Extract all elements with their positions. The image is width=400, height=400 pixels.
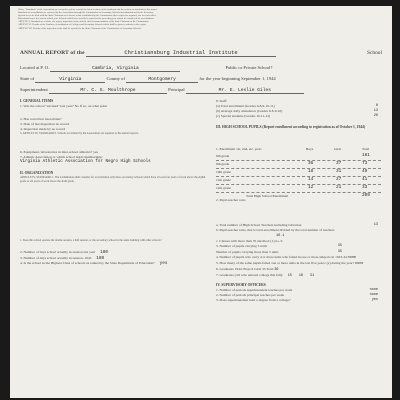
grade-label: 9th grade — [216, 162, 230, 166]
right-column — [216, 99, 382, 130]
year-text: for the year beginning September 1, 1944 — [199, 76, 276, 81]
column-header: Girls — [334, 147, 341, 151]
table-row — [216, 153, 381, 161]
table-row — [216, 177, 381, 185]
table-row — [216, 185, 381, 193]
grade-label: 8th grade — [216, 154, 230, 158]
instruction-line: ARTICLE VII. Results of the inspection visits shall be reported to the State Chairman of the Commission on Secondary Schools. — [18, 26, 142, 30]
general-item: 4. Inspection made by no record — [20, 127, 66, 132]
grade-label: 10th grade — [216, 170, 231, 174]
county-value: Montgomery — [126, 77, 198, 83]
instruction-line: Reports are to be filed with the State Chairman on or before a date established by the Commission; three copies are required, one for each office. — [18, 14, 157, 18]
days-session-current-value: 180 — [96, 255, 105, 261]
days-session-current-label: 3. Number of days school actually in session, 1945 — [20, 255, 92, 260]
ratio-label: 4. Number of pupils who carry 4 or more units who failed in one or more subjects in 1943-44 — [216, 254, 347, 259]
boys-value: 14 — [308, 177, 314, 182]
instruction-line: Data should cover the current school year. Schools which have not filed a report for the preceding year cannot be considered for accreditation. — [18, 17, 154, 21]
staff-value: 6 — [375, 104, 378, 109]
table-row — [216, 169, 381, 177]
ratio-value: 16.1 — [276, 234, 285, 239]
ratio-label: 6. Graduates 1944: Boys 6 Girls 33 Total — [216, 266, 274, 271]
section-supervisory-officers: IV. SUPERVISORY OFFICERS — [216, 283, 266, 288]
total-value: 73 — [362, 161, 368, 166]
enrollment-label: 1. Enrollment 1st, 2nd, etc. year: — [216, 147, 262, 151]
supervisory-label: 3. Does superintendent hold a degree from a college? — [216, 298, 291, 303]
school-name: Christiansburg Industrial Institute — [86, 50, 276, 57]
organization-question: 1. Does this school operate the double session, a half session, or the secondary school in the same building with other schools? — [20, 239, 162, 243]
girls-value: 37 — [336, 161, 342, 166]
girls-value: 31 — [336, 169, 342, 174]
located-label: Located at P. O. — [20, 65, 50, 70]
girls-value: 27 — [336, 177, 342, 182]
public-private-label: Public or Private School? — [225, 65, 273, 70]
ratio-value: 13 — [373, 223, 378, 228]
pupil-teacher-heading: 2. Pupil-teacher ratio — [216, 198, 246, 202]
ratio-label: 7. Graduates (old who entered college this fall): — [216, 272, 283, 277]
ratio-value: 35 — [337, 244, 342, 249]
instructions-header — [18, 8, 384, 30]
county-label: County of — [106, 76, 125, 81]
superintendent-label: Superintendent — [20, 87, 48, 92]
table-row — [216, 161, 381, 169]
boys-value: 36 — [308, 161, 314, 166]
location-value: Cambria, Virginia — [50, 66, 180, 72]
ratio-value: 35 — [337, 249, 342, 254]
general-item: 6. Equipment, laboratories in inter-school athletics? yes — [20, 149, 98, 154]
supervisory-item — [216, 298, 382, 303]
highest-class-label: 4. Is the school in the Highest Class of schools as ranked by the State Department of Education? — [20, 260, 155, 265]
organization-article: ARTICLE IV, STANDARD 1. The Commission shall consider for accreditation only those secondary schools which have at least four years of work above the eighth grade or six years of work above the sixth grade. — [20, 176, 206, 183]
ratio-label: a. Total number of High School Teachers including Librarian — [216, 223, 302, 228]
supervisory-label: 1. Number of periods superintendent teaches per week — [216, 288, 293, 293]
state-label: State of — [20, 76, 35, 81]
staff-value: 20 — [373, 114, 378, 119]
instruction-line: ARTICLE VI. Results of the Southern Accreditation of Colleges and Secondary Schools which shall be given to schools in the region. — [18, 23, 147, 27]
general-item: 2. Has correction been made? — [20, 117, 62, 122]
instruction-line: Standards of accreditation are enforced by the Association through the Commission on Secondary Schools and administered by the Secretary. — [18, 11, 154, 15]
supervisory-value: none — [369, 293, 378, 298]
supervisory-label: 2. Number of periods principal teaches per week — [216, 293, 285, 298]
boys-value: 12 — [308, 185, 314, 190]
ratio-value: none — [347, 255, 357, 260]
staff-line: (c) Special students (Grades 10-11-12) — [216, 114, 271, 119]
ratio-value: 36 — [274, 267, 279, 272]
boys-value: 18 — [308, 169, 314, 174]
column-header: Total — [362, 147, 370, 151]
general-item: Virginia Athletic Association for Negro High Schools — [20, 160, 151, 165]
total-label: Total High School Enrollment — [246, 194, 289, 198]
table-header — [216, 146, 381, 153]
state-row — [20, 76, 276, 83]
total-value: 49 — [362, 169, 368, 174]
general-item: 3. Date of last inspection no record — [20, 122, 70, 127]
column-header: Boys — [306, 147, 314, 151]
highest-class-value: yes — [159, 260, 168, 266]
grade-label: 12th grade — [216, 186, 231, 190]
ratio-label: 5. How many of the same pupils failed one or more units in the last five years: (a) during the year? — [216, 260, 355, 265]
ratio-label: Number of pupils carrying more than 5 units — [216, 249, 279, 254]
location-row — [20, 65, 272, 72]
school-suffix: School — [367, 50, 382, 56]
report-title — [20, 50, 382, 57]
highest-class-row — [20, 261, 206, 266]
section-high-school-pupils: III. HIGH SCHOOL PUPILS (Report enrollment according to registration as of October 1, 1944) — [216, 125, 366, 130]
girls-value: 21 — [336, 185, 342, 190]
section-general-items: I. GENERAL ITEMS — [20, 99, 54, 103]
graduates-value: 31 — [309, 273, 315, 278]
staff-label: 8. Staff: — [216, 99, 228, 103]
supervisory-value: none — [369, 288, 378, 293]
general-item: 7. Athletic Association or which school holds membership: — [20, 154, 103, 159]
principal-value: Mr. E. Leslie Giles — [186, 88, 304, 94]
title-prefix: ANNUAL REPORT of the — [20, 50, 85, 56]
supervisory-value: yes — [371, 298, 378, 303]
graduates-value: 15 — [287, 273, 292, 278]
total-value: 161 — [362, 153, 370, 158]
left-column — [20, 99, 206, 266]
officials-row — [20, 87, 304, 94]
superintendent-value: Mr. C. G. Moulthrope — [49, 88, 167, 94]
staff-value: 13 — [373, 109, 378, 114]
total-value: 41 — [362, 177, 368, 182]
total-enrollment-value: 209 — [362, 193, 370, 198]
instruction-line: ARTICLE V. Standards as a whole, the report, inspection visits, and the final recommendation of the State Chairman of the Commission. — [18, 20, 150, 24]
instruction-line: Where "Standards" of the Association are referred to, please consult the latest revision of the standards and the section on standards in this report. — [18, 8, 158, 11]
staff-line: (a) Total enrollment (Grades 6-8-9-10-11) — [216, 104, 275, 109]
staff-line: (b) Average daily attendance (Grades 6-8-9-10) — [216, 109, 283, 114]
right-column-lower — [216, 198, 382, 303]
enrollment-table — [216, 146, 381, 200]
ratio-label: b. Pupil-teacher ratio, that is total enrollment divided by the total number of teachers — [216, 228, 335, 233]
days-session-label: 2. Number of days school actually in session last year — [20, 250, 96, 255]
days-session-value: 180 — [100, 250, 109, 256]
general-item: 1. Was the school "excused" last year? No If so, on what point — [20, 104, 108, 109]
report-page — [10, 6, 392, 398]
total-value: 33 — [362, 185, 368, 190]
general-item: 5. ARTICLE IV, STANDARD 9. Schools accredited by the Association are required to file annual reports. — [20, 132, 139, 136]
grade-label: 11th grade — [216, 178, 231, 182]
graduates-value: 16 — [298, 273, 304, 278]
ratio-value: none — [355, 261, 364, 266]
ratio-label: 3. Number of pupils carrying 5 units — [216, 244, 268, 249]
state-value: Virginia — [35, 77, 105, 83]
principal-label: Principal — [168, 87, 185, 92]
ratio-label: c. Classes with more than 35 enrolled: (1) no. 9 — [216, 239, 283, 244]
section-organization: II. ORGANIZATION — [20, 171, 54, 176]
